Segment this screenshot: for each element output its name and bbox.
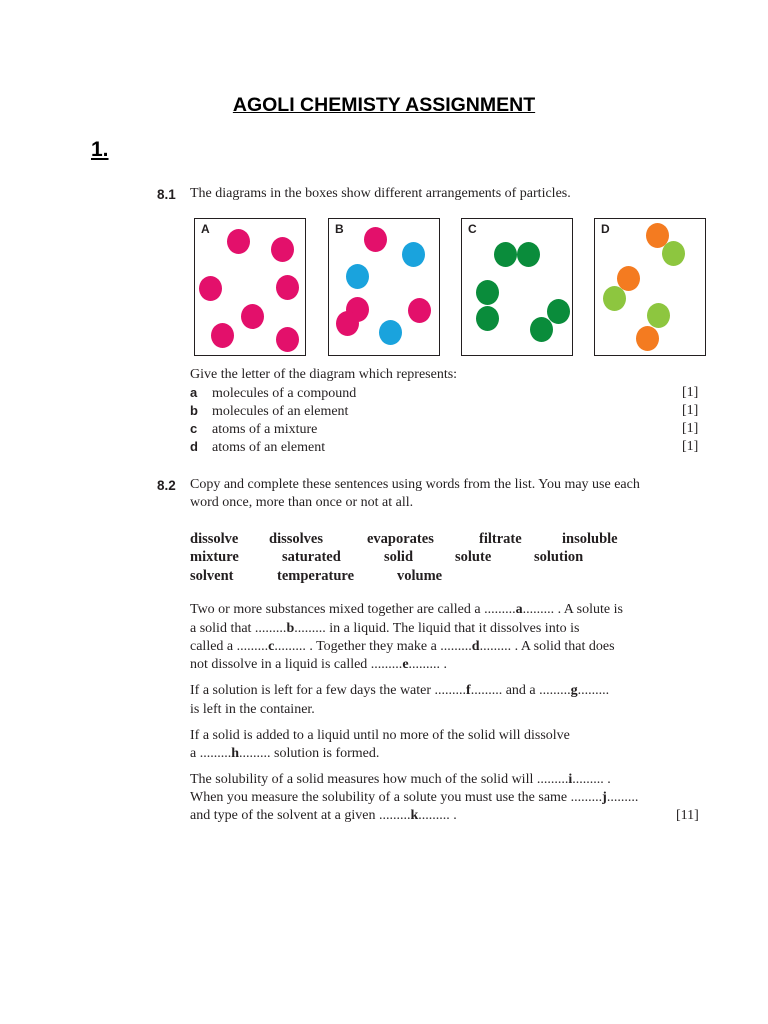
paragraph-1-line-3: called a .........c......... . Together they make a .........d......... . A solid that does xyxy=(190,639,615,654)
word: solution xyxy=(534,549,584,565)
particle xyxy=(379,320,402,345)
diagram-box-c xyxy=(461,218,573,356)
particle xyxy=(199,276,222,301)
question-8-1-prompt: Give the letter of the diagram which represents: xyxy=(190,367,458,382)
word: evaporates xyxy=(367,531,434,547)
item-mark: [1] xyxy=(682,403,699,418)
item-mark: [1] xyxy=(682,421,699,436)
item-letter: c xyxy=(190,421,198,436)
particle xyxy=(271,237,294,262)
paragraph-1-line-1: Two or more substances mixed together are called a .........a......... . A solute is xyxy=(190,602,623,617)
particle xyxy=(241,304,264,329)
word: volume xyxy=(397,568,443,584)
word: dissolve xyxy=(190,531,239,547)
box-label: B xyxy=(335,222,344,236)
box-label: D xyxy=(601,222,610,236)
particle xyxy=(276,327,299,352)
question-8-1-number: 8.1 xyxy=(157,187,176,202)
item-text: atoms of an element xyxy=(212,440,326,455)
paragraph-4-line-2: When you measure the solubility of a solute you must use the same .........j......... xyxy=(190,790,639,805)
particle xyxy=(408,298,431,323)
word: dissolves xyxy=(269,531,323,547)
paragraph-3-line-1: If a solid is added to a liquid until no more of the solid will dissolve xyxy=(190,728,570,743)
particle xyxy=(662,241,685,266)
word: solute xyxy=(455,549,492,565)
particle xyxy=(476,306,499,331)
paragraph-4-line-1: The solubility of a solid measures how much of the solid will .........i......... . xyxy=(190,772,611,787)
word: saturated xyxy=(282,549,341,565)
question-8-2-mark: [11] xyxy=(676,808,699,823)
paragraph-3-line-2: a .........h......... solution is formed. xyxy=(190,746,380,761)
question-8-2-number: 8.2 xyxy=(157,478,176,493)
word: insoluble xyxy=(562,531,618,547)
diagram-box-a xyxy=(194,218,306,356)
particle xyxy=(402,242,425,267)
question-item xyxy=(190,421,317,438)
question-number: 1. xyxy=(91,138,109,161)
particle xyxy=(346,264,369,289)
particle xyxy=(211,323,234,348)
word: solid xyxy=(384,549,414,565)
paragraph-1-line-4: not dissolve in a liquid is called .........e......... . xyxy=(190,657,448,672)
particle xyxy=(603,286,626,311)
box-label: A xyxy=(201,222,210,236)
item-letter: a xyxy=(190,385,198,400)
diagram-box-d xyxy=(594,218,706,356)
item-letter: b xyxy=(190,403,198,418)
item-mark: [1] xyxy=(682,385,699,400)
word: mixture xyxy=(190,549,239,565)
item-text: molecules of an element xyxy=(212,404,349,419)
particle xyxy=(364,227,387,252)
word: filtrate xyxy=(479,531,522,547)
diagram-box-b xyxy=(328,218,440,356)
question-8-1-intro: The diagrams in the boxes show different arrangements of particles. xyxy=(190,186,571,201)
page-title: AGOLI CHEMISTY ASSIGNMENT xyxy=(232,94,536,116)
particle xyxy=(530,317,553,342)
word: solvent xyxy=(190,568,234,584)
particle xyxy=(636,326,659,351)
particle xyxy=(647,303,670,328)
question-item xyxy=(190,385,356,402)
question-8-2-intro-line1: Copy and complete these sentences using words from the list. You may use each xyxy=(190,477,640,492)
particle xyxy=(336,311,359,336)
item-letter: d xyxy=(190,439,198,454)
paragraph-2-line-2: is left in the container. xyxy=(190,702,315,717)
item-text: atoms of a mixture xyxy=(212,422,318,437)
word: temperature xyxy=(277,568,355,584)
paragraph-1-line-2: a solid that .........b......... in a liquid. The liquid that it dissolves into is xyxy=(190,621,580,636)
particle xyxy=(494,242,517,267)
particle xyxy=(547,299,570,324)
paragraph-4-line-3: and type of the solvent at a given .........k......... . xyxy=(190,808,457,823)
particle xyxy=(476,280,499,305)
item-mark: [1] xyxy=(682,439,699,454)
item-text: molecules of a compound xyxy=(212,386,357,401)
box-label: C xyxy=(468,222,477,236)
question-item xyxy=(190,439,325,456)
particle xyxy=(276,275,299,300)
question-item xyxy=(190,403,348,420)
particle xyxy=(517,242,540,267)
particle xyxy=(227,229,250,254)
question-8-2-intro-line2: word once, more than once or not at all. xyxy=(190,495,414,510)
paragraph-2-line-1: If a solution is left for a few days the water .........f......... and a .........g......... xyxy=(190,683,610,698)
